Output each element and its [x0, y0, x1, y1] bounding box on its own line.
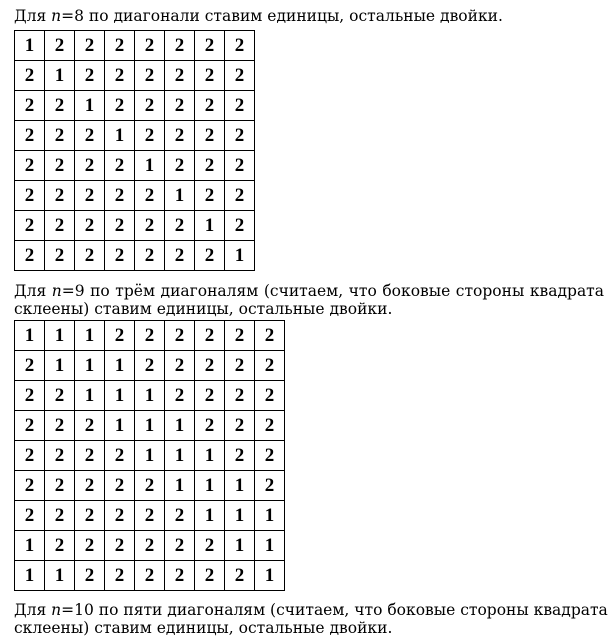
grid-cell: 2 — [15, 91, 45, 121]
grid-cell: 1 — [45, 351, 75, 381]
grid-cell: 1 — [15, 531, 45, 561]
grid-cell: 2 — [15, 61, 45, 91]
grid-cell: 2 — [75, 561, 105, 591]
grid-cell: 1 — [135, 441, 165, 471]
grid-cell: 2 — [195, 241, 225, 271]
paragraph-n9-text-line1: =9 по трём диагоналям (считаем, что боковые стороны квадрата — [61, 282, 604, 300]
grid-cell: 1 — [105, 351, 135, 381]
grid-cell: 1 — [105, 381, 135, 411]
grid-row — [15, 321, 285, 351]
grid-cell: 2 — [105, 321, 135, 351]
grid-cell: 2 — [195, 121, 225, 151]
grid-row — [15, 151, 255, 181]
grid-cell: 2 — [165, 241, 195, 271]
grid-row — [15, 121, 255, 151]
grid-cell: 2 — [45, 31, 75, 61]
grid-cell: 2 — [135, 121, 165, 151]
grid-cell: 2 — [225, 61, 255, 91]
grid-cell: 2 — [255, 441, 285, 471]
paragraph-n8 — [14, 7, 604, 25]
grid-cell: 1 — [45, 321, 75, 351]
grid-cell: 2 — [105, 441, 135, 471]
grid-cell: 2 — [165, 561, 195, 591]
paragraph-n10 — [14, 601, 608, 637]
grid-cell: 2 — [135, 531, 165, 561]
grid-cell: 2 — [75, 151, 105, 181]
grid-cell: 2 — [105, 531, 135, 561]
grid-cell: 2 — [165, 531, 195, 561]
grid-cell: 1 — [225, 531, 255, 561]
grid-cell: 2 — [225, 181, 255, 211]
grid-cell: 1 — [255, 531, 285, 561]
grid-cell: 1 — [195, 471, 225, 501]
grid-cell: 2 — [135, 351, 165, 381]
grid-cell: 2 — [15, 351, 45, 381]
grid-row — [15, 411, 285, 441]
grid-cell: 2 — [255, 351, 285, 381]
grid-cell: 1 — [45, 561, 75, 591]
grid-cell: 2 — [225, 561, 255, 591]
grid-cell: 1 — [255, 561, 285, 591]
grid-cell: 2 — [15, 441, 45, 471]
grid-cell: 1 — [15, 31, 45, 61]
grid-cell: 2 — [105, 91, 135, 121]
grid-cell: 2 — [135, 321, 165, 351]
grid-cell: 1 — [75, 381, 105, 411]
grid-cell: 1 — [75, 91, 105, 121]
grid-row — [15, 61, 255, 91]
grid-cell: 1 — [135, 381, 165, 411]
paragraph-n10-text-line2: склеены) ставим единицы, остальные двойки. — [14, 619, 393, 637]
grid-cell: 2 — [105, 471, 135, 501]
grid-cell: 2 — [15, 241, 45, 271]
grid-cell: 1 — [255, 501, 285, 531]
grid-cell: 2 — [105, 501, 135, 531]
grid-cell: 2 — [225, 441, 255, 471]
grid-cell: 2 — [45, 211, 75, 241]
grid-cell: 2 — [165, 381, 195, 411]
grid-cell: 1 — [195, 211, 225, 241]
grid-cell: 1 — [15, 321, 45, 351]
grid-cell: 2 — [165, 351, 195, 381]
grid-cell: 2 — [15, 181, 45, 211]
grid-row — [15, 211, 255, 241]
grid-cell: 2 — [225, 351, 255, 381]
grid-cell: 1 — [225, 501, 255, 531]
grid-cell: 2 — [195, 561, 225, 591]
paragraph-n10-text-line1: =10 по пяти диагоналям (считаем, что боковые стороны квадрата — [61, 601, 608, 619]
grid-cell: 2 — [105, 561, 135, 591]
grid-cell: 2 — [15, 381, 45, 411]
grid-cell: 2 — [105, 61, 135, 91]
grid-cell: 2 — [45, 241, 75, 271]
grid-cell: 2 — [195, 91, 225, 121]
grid-cell: 2 — [15, 151, 45, 181]
grid-cell: 2 — [135, 501, 165, 531]
grid-cell: 2 — [75, 411, 105, 441]
grid-cell: 1 — [105, 411, 135, 441]
grid-cell: 2 — [165, 151, 195, 181]
grid-cell: 2 — [75, 31, 105, 61]
grid-cell: 2 — [195, 381, 225, 411]
grid-cell: 2 — [195, 61, 225, 91]
grid-cell: 2 — [75, 441, 105, 471]
grid-cell: 2 — [195, 151, 225, 181]
grid-row — [15, 531, 285, 561]
grid-cell: 2 — [135, 181, 165, 211]
grid-cell: 2 — [225, 31, 255, 61]
paragraph-n9-text-line2: склеены) ставим единицы, остальные двойки. — [14, 300, 393, 318]
grid-n9 — [14, 320, 285, 591]
grid-row — [15, 31, 255, 61]
grid-n8 — [14, 30, 255, 271]
grid-cell: 2 — [225, 211, 255, 241]
grid-cell: 1 — [165, 441, 195, 471]
grid-cell: 2 — [255, 321, 285, 351]
paragraph-n8-text: =8 по диагонали ставим единицы, остальные двойки. — [61, 7, 503, 25]
grid-cell: 1 — [195, 441, 225, 471]
grid-cell: 2 — [255, 411, 285, 441]
grid-cell: 1 — [225, 241, 255, 271]
grid-cell: 2 — [195, 351, 225, 381]
grid-cell: 2 — [135, 31, 165, 61]
grid-cell: 2 — [45, 381, 75, 411]
grid-cell: 2 — [105, 181, 135, 211]
grid-cell: 2 — [165, 61, 195, 91]
grid-cell: 2 — [225, 91, 255, 121]
grid-cell: 2 — [165, 321, 195, 351]
variable-n: n — [51, 282, 62, 300]
grid-cell: 2 — [45, 441, 75, 471]
grid-row — [15, 561, 285, 591]
grid-cell: 2 — [195, 411, 225, 441]
grid-row — [15, 91, 255, 121]
grid-cell: 1 — [75, 321, 105, 351]
grid-cell: 2 — [15, 411, 45, 441]
grid-cell: 2 — [105, 241, 135, 271]
grid-cell: 1 — [225, 471, 255, 501]
grid-cell: 2 — [195, 321, 225, 351]
grid-cell: 2 — [45, 501, 75, 531]
grid-cell: 2 — [15, 471, 45, 501]
grid-cell: 2 — [105, 151, 135, 181]
grid-cell: 1 — [165, 411, 195, 441]
grid-cell: 2 — [75, 531, 105, 561]
paragraph-n9 — [14, 282, 604, 318]
grid-cell: 2 — [45, 471, 75, 501]
variable-n: n — [51, 601, 62, 619]
grid-row — [15, 471, 285, 501]
grid-cell: 1 — [105, 121, 135, 151]
grid-cell: 1 — [75, 351, 105, 381]
grid-cell: 2 — [75, 181, 105, 211]
grid-cell: 2 — [225, 121, 255, 151]
grid-cell: 2 — [75, 501, 105, 531]
grid-cell: 2 — [165, 91, 195, 121]
grid-cell: 2 — [75, 211, 105, 241]
grid-row — [15, 501, 285, 531]
grid-cell: 2 — [135, 211, 165, 241]
grid-cell: 2 — [45, 151, 75, 181]
grid-cell: 2 — [165, 121, 195, 151]
grid-cell: 2 — [165, 31, 195, 61]
grid-cell: 2 — [45, 91, 75, 121]
grid-cell: 2 — [195, 531, 225, 561]
grid-cell: 1 — [135, 411, 165, 441]
grid-cell: 2 — [195, 181, 225, 211]
grid-cell: 2 — [15, 211, 45, 241]
grid-cell: 2 — [195, 31, 225, 61]
paragraph-n10-prefix: Для — [14, 601, 52, 619]
grid-cell: 1 — [45, 61, 75, 91]
grid-cell: 2 — [135, 471, 165, 501]
grid-row — [15, 241, 255, 271]
grid-cell: 2 — [105, 31, 135, 61]
grid-cell: 2 — [75, 61, 105, 91]
grid-cell: 2 — [225, 321, 255, 351]
grid-cell: 2 — [45, 181, 75, 211]
grid-cell: 2 — [255, 381, 285, 411]
grid-cell: 2 — [15, 121, 45, 151]
grid-cell: 2 — [15, 501, 45, 531]
grid-cell: 2 — [135, 241, 165, 271]
grid-cell: 2 — [75, 471, 105, 501]
paragraph-n9-prefix: Для — [14, 282, 52, 300]
grid-cell: 1 — [15, 561, 45, 591]
grid-cell: 2 — [135, 561, 165, 591]
grid-cell: 2 — [255, 471, 285, 501]
grid-cell: 2 — [75, 241, 105, 271]
grid-row — [15, 351, 285, 381]
variable-n: n — [51, 7, 62, 25]
grid-cell: 2 — [45, 411, 75, 441]
grid-cell: 1 — [195, 501, 225, 531]
grid-cell: 2 — [75, 121, 105, 151]
grid-cell: 2 — [225, 411, 255, 441]
grid-cell: 2 — [45, 121, 75, 151]
grid-row — [15, 441, 285, 471]
paragraph-n8-prefix: Для — [14, 7, 52, 25]
grid-cell: 2 — [45, 531, 75, 561]
grid-cell: 2 — [105, 211, 135, 241]
grid-row — [15, 181, 255, 211]
grid-cell: 2 — [165, 211, 195, 241]
grid-row — [15, 381, 285, 411]
grid-cell: 1 — [135, 151, 165, 181]
grid-cell: 1 — [165, 471, 195, 501]
grid-cell: 2 — [165, 501, 195, 531]
grid-cell: 2 — [135, 61, 165, 91]
grid-cell: 2 — [225, 381, 255, 411]
grid-cell: 1 — [165, 181, 195, 211]
grid-cell: 2 — [225, 151, 255, 181]
grid-cell: 2 — [135, 91, 165, 121]
